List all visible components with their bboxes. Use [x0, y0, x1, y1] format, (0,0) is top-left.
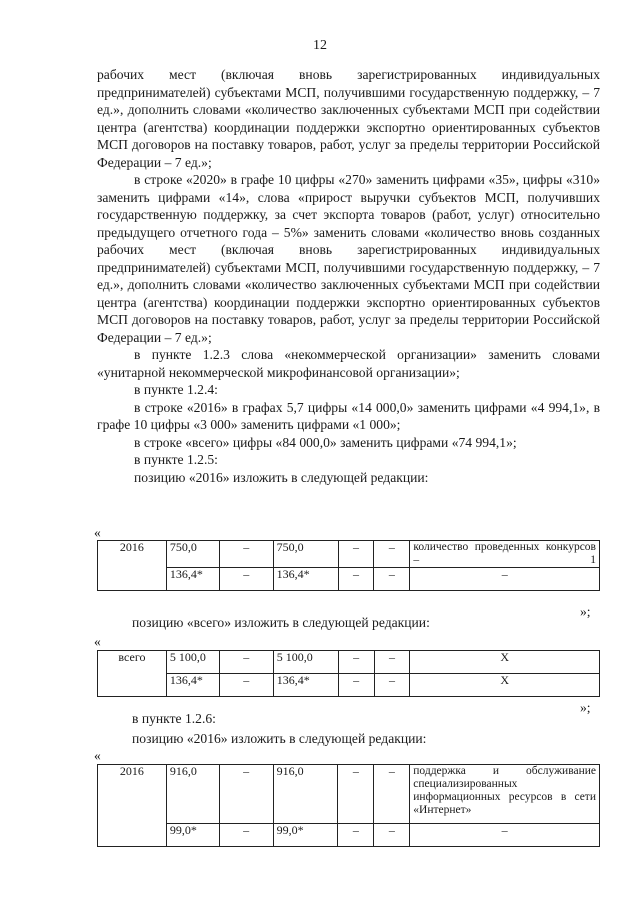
paragraph: в пункте 1.2.4: — [134, 382, 218, 397]
table-cell: – — [410, 824, 600, 847]
table-row — [98, 541, 600, 568]
paragraph: позицию «2016» изложить в следующей редакции: — [132, 731, 427, 746]
table-cell: – — [219, 568, 273, 591]
row-label: всего — [98, 651, 167, 697]
table-cell: 5 100,0 — [166, 651, 219, 674]
open-quote: « — [94, 748, 101, 763]
table-row — [98, 765, 600, 824]
body-text — [97, 66, 600, 486]
row-label: 2016 — [98, 765, 167, 847]
table-cell: 916,0 — [273, 765, 338, 824]
table-row — [98, 651, 600, 674]
open-quote: « — [94, 525, 101, 540]
table-cell: Х — [410, 651, 600, 674]
table-row — [98, 568, 600, 591]
table-cell: – — [338, 541, 374, 568]
paragraph: в строке «2016» в графах 5,7 цифры «14 000,0» заменить цифрами «4 994,1», в графе 10 цифры «3 000» заменить цифрами «1 000»; — [97, 399, 600, 432]
paragraph: в строке «всего» цифры «84 000,0» заменить цифрами «74 994,1»; — [134, 434, 517, 450]
table-cell: – — [374, 765, 410, 824]
open-quote: « — [94, 634, 101, 649]
table-row — [98, 674, 600, 697]
table-cell: – — [338, 651, 374, 674]
paragraph: позицию «всего» изложить в следующей редакции: — [132, 615, 430, 630]
paragraph: в пункте 1.2.6: — [132, 711, 216, 726]
table-cell: Х — [410, 674, 600, 697]
table-cell: 136,4* — [273, 568, 338, 591]
table-cell: 750,0 — [273, 541, 338, 568]
table-cell: 916,0 — [166, 765, 219, 824]
page-number: 12 — [313, 38, 327, 53]
table-cell: 99,0* — [273, 824, 338, 847]
table-cell: – — [338, 824, 374, 847]
paragraph: позицию «2016» изложить в следующей редакции: — [134, 469, 429, 485]
table-cell: 136,4* — [273, 674, 338, 697]
paragraph: рабочих мест (включая вновь зарегистрированных индивидуальных предпринимателей) субъектами МСП, получившими государственную поддержку, – 7 ед.», дополнить словами «количество заключенных субъектами МСП при содействии центра (агентства) координации поддержки экспортно ориентированных субъектов МСП договоров на поставку товаров, работ, услуг за пределы территории Российской Федерации – 7 ед.»; — [97, 67, 600, 170]
table-cell: – — [374, 674, 410, 697]
close-quote: »; — [580, 700, 591, 715]
table-cell: – — [410, 568, 600, 591]
indicator-note: поддержка и обслуживание специализированных информационных ресурсов в сети «Интернет» — [410, 765, 600, 824]
table-cell: – — [219, 541, 273, 568]
table-cell: – — [338, 765, 374, 824]
table-cell: – — [374, 541, 410, 568]
table-cell: 136,4* — [166, 674, 219, 697]
row-label: 2016 — [98, 541, 167, 591]
table-2016-p126 — [97, 764, 600, 847]
paragraph: в строке «2020» в графе 10 цифры «270» заменить цифрами «35», цифры «310» заменить цифрами «14», слова «прирост выручки субъектов МСП, получивших государственную поддержку, за счет экспорта товаров (работ, услуг) относительно предыдущего отчетного года – 5%» заменить словами «количество вновь созданных рабочих мест (включая вновь зарегистрированных индивидуальных предпринимателей) субъектами МСП, получившими государственную поддержку, – 7 ед.», дополнить словами «количество заключенных субъектами МСП при содействии центра (агентства) координации поддержки экспортно ориентированных субъектов МСП договоров на поставку товаров, работ, услуг за пределы территории Российской Федерации – 7 ед.»; — [97, 172, 600, 345]
table-cell: – — [219, 824, 273, 847]
table-cell: 5 100,0 — [273, 651, 338, 674]
close-quote: »; — [580, 604, 591, 619]
table-cell: 136,4* — [166, 568, 219, 591]
table-cell: – — [219, 765, 273, 824]
table-cell: – — [374, 568, 410, 591]
paragraph: в пункте 1.2.3 слова «некоммерческой организации» заменить словами «унитарной некоммерческой микрофинансовой организации»; — [97, 347, 600, 380]
table-cell: – — [338, 674, 374, 697]
table-cell: – — [338, 568, 374, 591]
table-cell: 750,0 — [166, 541, 219, 568]
indicator-note: количество проведенных конкурсов – 1 — [410, 541, 600, 568]
table-2016-p125 — [97, 540, 600, 591]
table-cell: – — [374, 651, 410, 674]
table-row — [98, 824, 600, 847]
table-cell: – — [219, 674, 273, 697]
table-cell: – — [219, 651, 273, 674]
table-cell: – — [374, 824, 410, 847]
paragraph: в пункте 1.2.5: — [134, 452, 218, 467]
table-cell: 99,0* — [166, 824, 219, 847]
table-total-p125 — [97, 650, 600, 697]
